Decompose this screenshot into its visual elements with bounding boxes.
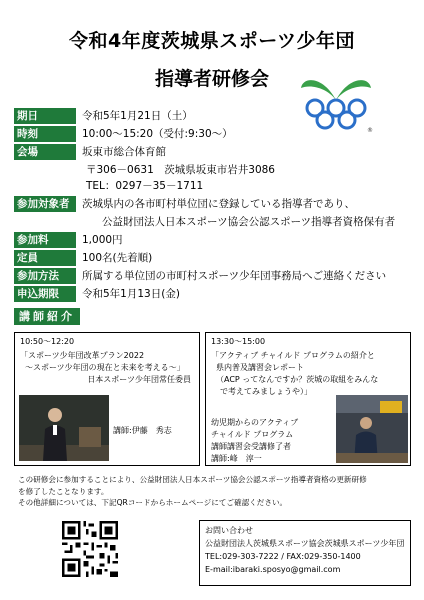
info-value: 10:00～15:20（受付:9:30～） bbox=[82, 128, 233, 140]
lecture-time: 10:50～12:20 bbox=[20, 337, 75, 346]
info-value: 100名(先着順) bbox=[82, 252, 153, 264]
notice-text bbox=[18, 474, 418, 509]
contact-box bbox=[199, 520, 411, 586]
notice-line: この研修会に参加することにより、公益財団法人日本スポーツ協会公認スポーツ指導者資格の更新研修 bbox=[18, 475, 367, 484]
lecturer-photo-2 bbox=[336, 395, 408, 463]
lecture-title: ～スポーツ少年団の現在と未来を考える～」 bbox=[25, 363, 185, 372]
lecture-box-2 bbox=[205, 332, 411, 466]
info-row-date bbox=[14, 108, 414, 126]
contact-org: 公益財団法人茨城県スポーツ協会茨城県スポーツ少年団 bbox=[205, 539, 405, 548]
info-row-fee bbox=[14, 232, 414, 250]
info-label: 時刻 bbox=[14, 126, 76, 142]
info-label: 参加方法 bbox=[14, 268, 76, 284]
contact-email[interactable]: E-mail:ibaraki.sposyo@gmail.com bbox=[205, 565, 341, 574]
info-row-time bbox=[14, 126, 414, 144]
info-row-venue bbox=[14, 144, 414, 162]
svg-text:®: ® bbox=[367, 127, 373, 134]
info-label: 参加対象者 bbox=[14, 196, 76, 212]
info-row-eligibility bbox=[14, 196, 414, 214]
info-value: 令和5年1月13日(金) bbox=[82, 288, 180, 300]
lecture-title: 「スポーツ少年団改革プラン2022 bbox=[20, 351, 145, 360]
lecturer-photo-1 bbox=[19, 395, 109, 461]
event-info bbox=[14, 108, 414, 304]
lecture-title: 「アクティブ チャイルド プログラムの紹介と bbox=[211, 351, 375, 360]
info-value: 1,000円 bbox=[82, 234, 123, 246]
lecture-time: 13:30～15:00 bbox=[211, 337, 266, 346]
info-label: 定員 bbox=[14, 250, 76, 266]
lecturer-name: 講師:伊藤 秀志 bbox=[113, 426, 172, 435]
info-label: 参加料 bbox=[14, 232, 76, 248]
lecturer-org: 日本スポーツ少年団常任委員 bbox=[87, 375, 191, 384]
info-row-capacity bbox=[14, 250, 414, 268]
info-label: 申込期限 bbox=[14, 286, 76, 302]
info-label: 会場 bbox=[14, 144, 76, 160]
notice-line: を修了したことなります。 bbox=[18, 486, 109, 496]
venue-phone: TEL：0297－35－1711 bbox=[86, 180, 204, 192]
venue-address: 〒306－0631 茨城県坂東市岩井3086 bbox=[86, 164, 275, 176]
contact-phone: TEL:029-303-7222 / FAX:029-350-1400 bbox=[205, 552, 361, 561]
info-value: 茨城県内の各市町村単位団に登録している指導者であり、 bbox=[82, 198, 355, 210]
page-subtitle: 指導者研修会 bbox=[154, 68, 269, 90]
lecturer-name: 講師:峰 淳一 bbox=[211, 454, 262, 463]
eligibility-detail: 公益財団法人日本スポーツ協会公認スポーツ指導者資格保有者 bbox=[102, 216, 396, 228]
lecturer-photo-icon bbox=[336, 395, 408, 463]
lecture-title: （ACP ってなんですか？茨城の取組をみんな bbox=[216, 375, 379, 384]
info-value: 令和5年1月21日（土） bbox=[82, 110, 193, 122]
lecturer-details bbox=[211, 417, 298, 465]
lecturer-org: 講師講習会受講修了者 bbox=[211, 442, 291, 451]
lecturer-org: チャイルド プログラム bbox=[211, 430, 294, 439]
qr-code-icon[interactable] bbox=[62, 521, 118, 577]
info-value: 坂東市総合体育館 bbox=[82, 146, 166, 158]
notice-line: その他詳細については、下記QRコードからホームページにてご確認ください。 bbox=[18, 498, 288, 507]
info-row-method bbox=[14, 268, 414, 286]
lecturer-org: 幼児期からのアクティブ bbox=[211, 418, 299, 427]
lecturer-photo-icon bbox=[19, 395, 109, 461]
lecturers-heading: 講師紹介 bbox=[14, 308, 80, 325]
contact-heading: お問い合わせ bbox=[205, 526, 253, 535]
lecture-title: で考えてみましょうや）」 bbox=[220, 387, 312, 396]
info-label: 期日 bbox=[14, 108, 76, 124]
lecture-box-1 bbox=[14, 332, 200, 466]
lecture-title: 県内普及講習会レポート bbox=[216, 363, 304, 372]
page-title: 令和4年度茨城県スポーツ少年団 bbox=[69, 30, 355, 52]
info-row-deadline bbox=[14, 286, 414, 304]
info-value: 所属する単位団の市町村スポーツ少年団事務局へご連絡ください bbox=[82, 270, 387, 282]
